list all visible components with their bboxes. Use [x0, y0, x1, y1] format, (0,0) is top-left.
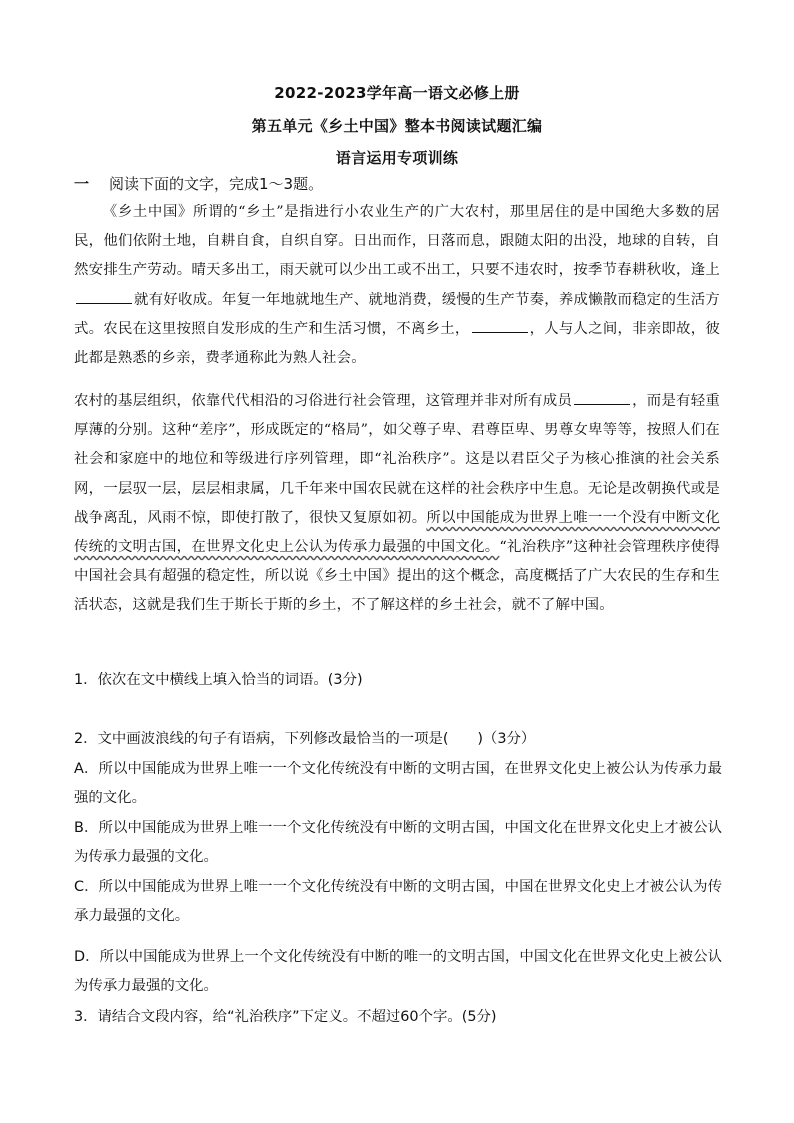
- question-2-option-c: C．所以中国能成为世界上唯一一个文化传统没有中断的文明古国，中国在世界文化史上才被公认为传承力最强的文化。: [74, 879, 722, 925]
- question-2-option-a: A．所以中国能成为世界上唯一一个文化传统没有中断的文明古国，在世界文化史上被公认为传承力最强的文化。: [74, 761, 722, 807]
- section-number: 一: [74, 175, 90, 193]
- fill-blank-1: [76, 289, 132, 304]
- section-instruction: 阅读下面的文字，完成1～3题。: [109, 175, 324, 193]
- passage-text: ，而是有轻重厚薄的分别。这种“差序”，形成既定的“格局”，如父尊子卑、君尊臣卑、男尊女卑等等，按照人们在社会和家庭中的地位和等级进行序列管理，即“礼治秩序”。这是以君臣父子为核心推演的社会关系网，一层驭一层，层层相隶属，几千年来中国农民就在这样的社会秩序中生息。无论是改朝换代或是战争离乱，风雨不惊，即使打散了，很快又复原如初。: [74, 393, 720, 526]
- passage-paragraph-1: [74, 198, 720, 373]
- question-2-option-b: B．所以中国能成为世界上唯一一个文化传统没有中断的文明古国，中国文化在世界文化史上才被公认为传承力最强的文化。: [74, 820, 722, 866]
- wavy-underlined-sentence: 所以中国能成为世界上唯一一个没有中断文化传统的文明古国，在世界文化史上公认为传承力最强的中国文化。: [74, 509, 720, 556]
- passage-text: 《乡土中国》所谓的“乡土”是指进行小农业生产的广大农村，那里居住的是中国绝大多数的居民，他们依附土地，自耕自食，自织自穿。日出而作，日落而息，跟随太阳的出没，地球的自转，自然安排生产劳动。晴天多出工，雨天就可以少出工或不出工，只要不违农时，按季节春耕秋收，逢上: [74, 204, 720, 279]
- question-1: 1．依次在文中横线上填入恰当的词语。(3分): [74, 672, 363, 688]
- passage-text: ，人与人之间，非亲即故，彼此都是熟悉的乡亲，费孝通称此为熟人社会。: [74, 320, 720, 367]
- passage-text: 农村的基层组织，依靠代代相沿的习俗进行社会管理，这管理并非对所有成员: [74, 393, 573, 409]
- fill-blank-3: [574, 390, 630, 405]
- passage-paragraph-2: [74, 387, 720, 621]
- section-heading: [74, 174, 323, 194]
- document-subtitle: 语言运用专项训练: [335, 149, 459, 167]
- document-title-year: 2022-2023学年高一语文必修上册: [274, 84, 520, 102]
- document-title-unit: 第五单元《乡土中国》整本书阅读试题汇编: [251, 117, 543, 135]
- passage-text: 就有好收成。年复一年地就地生产、就地消费，缓慢的生产节奏，养成懒散而稳定的生活方式。农民在这里按照自发形成的生产和生活习惯，不离乡土，: [74, 291, 720, 337]
- question-2-option-d: D．所以中国能成为世界上一个文化传统没有中断的唯一的文明古国，中国文化在世界文化史上被公认为传承力最强的文化。: [74, 949, 722, 995]
- question-2: 2．文中画波浪线的句子有语病，下列修改最恰当的一项是( )（3分）: [74, 731, 536, 747]
- passage-text: “礼治秩序”这种社会管理秩序使得中国社会具有超强的稳定性，所以说《乡土中国》提出的这个概念，高度概括了广大农民的生存和生活状态，这就是我们生于斯长于斯的乡土，不了解这样的乡土社会，就不了解中国。: [74, 539, 720, 614]
- fill-blank-2: [472, 318, 528, 333]
- question-3: 3．请结合文段内容，给“礼治秩序”下定义。不超过60个字。(5分): [74, 1009, 497, 1025]
